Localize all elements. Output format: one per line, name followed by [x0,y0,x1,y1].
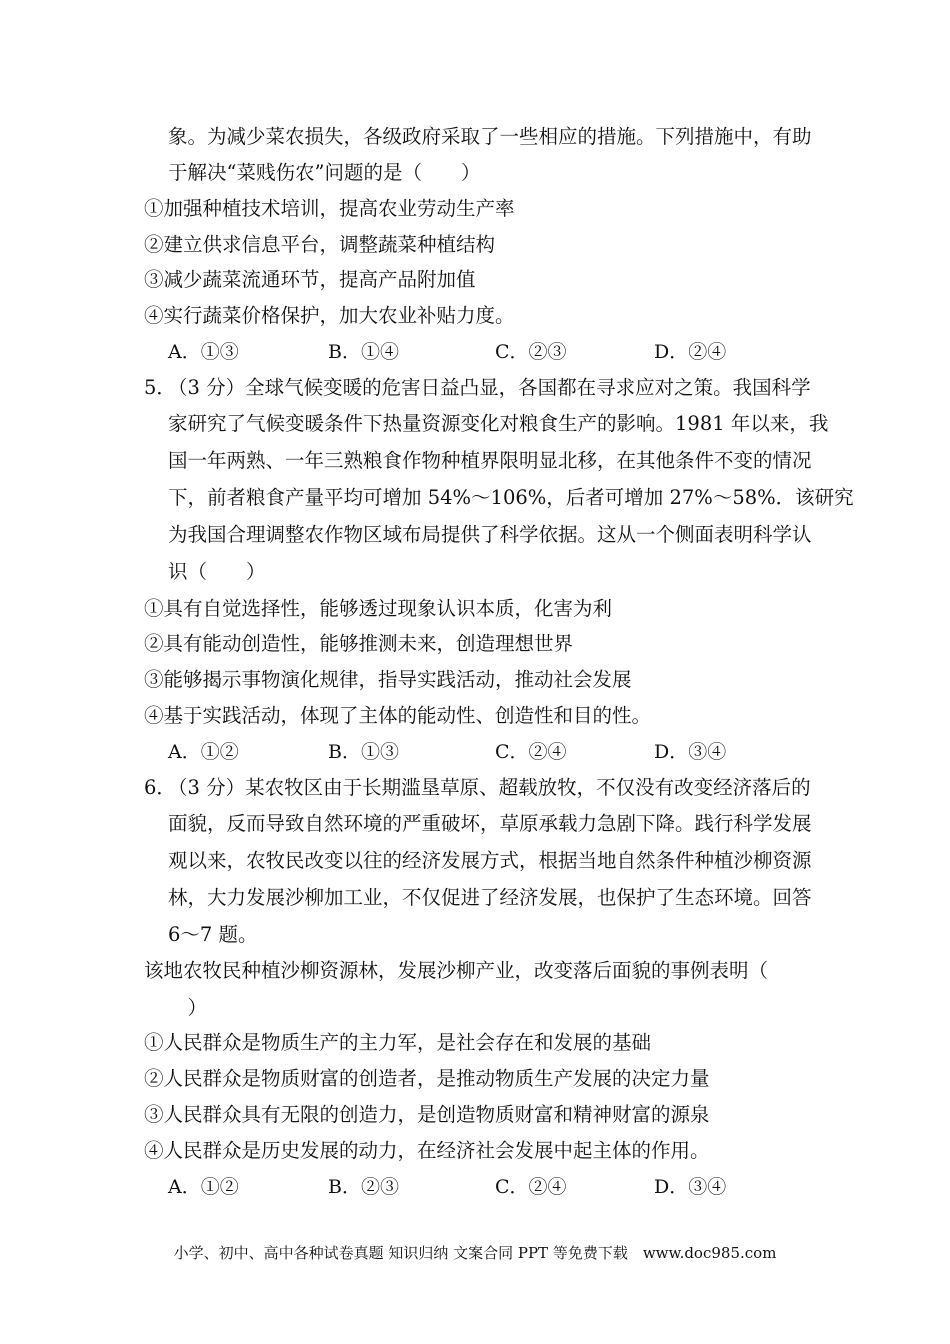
q6-text-line-2: 面貌，反而导致自然环境的严重破坏，草原承载力急剧下降。践行科学发展 [168,812,812,835]
q6-statement-4: ④人民群众是历史发展的动力，在经济社会发展中起主体的作用。 [144,1139,710,1162]
q6-choice-b[interactable]: B．②③ [328,1176,399,1198]
q5-number: 5． [144,376,176,399]
q4-statement-1: ①加强种植技术培训，提高农业劳动生产率 [144,197,515,220]
q6-choice-d[interactable]: D．③④ [654,1176,727,1198]
q4-choice-a[interactable]: A．①③ [168,341,239,363]
q5-choice-c[interactable]: C．②④ [495,741,567,763]
q6-choice-c[interactable]: C．②④ [495,1176,567,1198]
q4-choice-b[interactable]: B．①④ [328,341,399,363]
q5-statement-2: ②具有能动创造性，能够推测未来，创造理想世界 [144,632,574,655]
q6-statement-2: ②人民群众是物质财富的创造者，是推动物质生产发展的决定力量 [144,1067,710,1090]
q5-choice-a[interactable]: A．①② [168,741,239,763]
q4-choice-c[interactable]: C．②③ [495,341,567,363]
q6-number: 6． [144,776,176,799]
q6-choice-a[interactable]: A．①② [168,1176,239,1198]
q4-text-line-2: 于解决“菜贱伤农”问题的是（ ） [168,161,481,184]
q4-text-line-1: 象。为减少菜农损失，各级政府采取了一些相应的措施。下列措施中，有助 [168,125,812,148]
q6-text-line-1: （3 分）某农牧区由于长期滥垦草原、超载放牧，不仅没有改变经济落后的 [168,776,811,799]
q6-statement-3: ③人民群众具有无限的创造力，是创造物质财富和精神财富的源泉 [144,1103,710,1126]
q6-text-line-3: 观以来，农牧民改变以往的经济发展方式，根据当地自然条件种植沙柳资源 [168,849,812,872]
q6-stem-line-2: ） [168,996,208,1019]
q5-statement-1: ①具有自觉选择性，能够透过现象认识本质，化害为利 [144,597,613,620]
q4-choice-d[interactable]: D．②④ [654,341,727,363]
q5-text-line-5: 为我国合理调整农作物区域布局提供了科学依据。这从一个侧面表明科学认 [168,523,812,546]
q5-text-line-4: 下，前者粮食产量平均可增加 54%～106%，后者可增加 27%～58%．该研究 [168,486,854,509]
q5-statement-3: ③能够揭示事物演化规律，指导实践活动，推动社会发展 [144,668,632,691]
q4-statement-2: ②建立供求信息平台，调整蔬菜种植结构 [144,233,496,256]
q5-text-line-3: 国一年两熟、一年三熟粮食作物种植界限明显北移，在其他条件不变的情况 [168,449,812,472]
q5-text-line-6: 识（ ） [168,560,266,583]
q4-statement-3: ③减少蔬菜流通环节，提高产品附加值 [144,268,476,291]
q6-stem-line-1: 该地农牧民种植沙柳资源林，发展沙柳产业，改变落后面貌的事例表明（ [144,959,769,982]
q5-statement-4: ④基于实践活动，体现了主体的能动性、创造性和目的性。 [144,704,652,727]
q5-choice-d[interactable]: D．③④ [654,741,727,763]
q4-statement-4: ④实行蔬菜价格保护，加大农业补贴力度。 [144,304,515,327]
q6-text-line-5: 6～7 题。 [168,923,258,946]
q6-statement-1: ①人民群众是物质生产的主力军，是社会存在和发展的基础 [144,1031,652,1054]
q6-text-line-4: 林，大力发展沙柳加工业，不仅促进了经济发展，也保护了生态环境。回答 [168,886,812,909]
q5-choice-b[interactable]: B．①③ [328,741,399,763]
page-footer: 小学、初中、高中各种试卷真题 知识归纳 文案合同 PPT 等免费下载 www.doc985.com [173,1244,777,1262]
q5-text-line-1: （3 分）全球气候变暖的危害日益凸显，各国都在寻求应对之策。我国科学 [168,376,811,399]
q5-text-line-2: 家研究了气候变暖条件下热量资源变化对粮食生产的影响。1981 年以来，我 [168,412,829,435]
